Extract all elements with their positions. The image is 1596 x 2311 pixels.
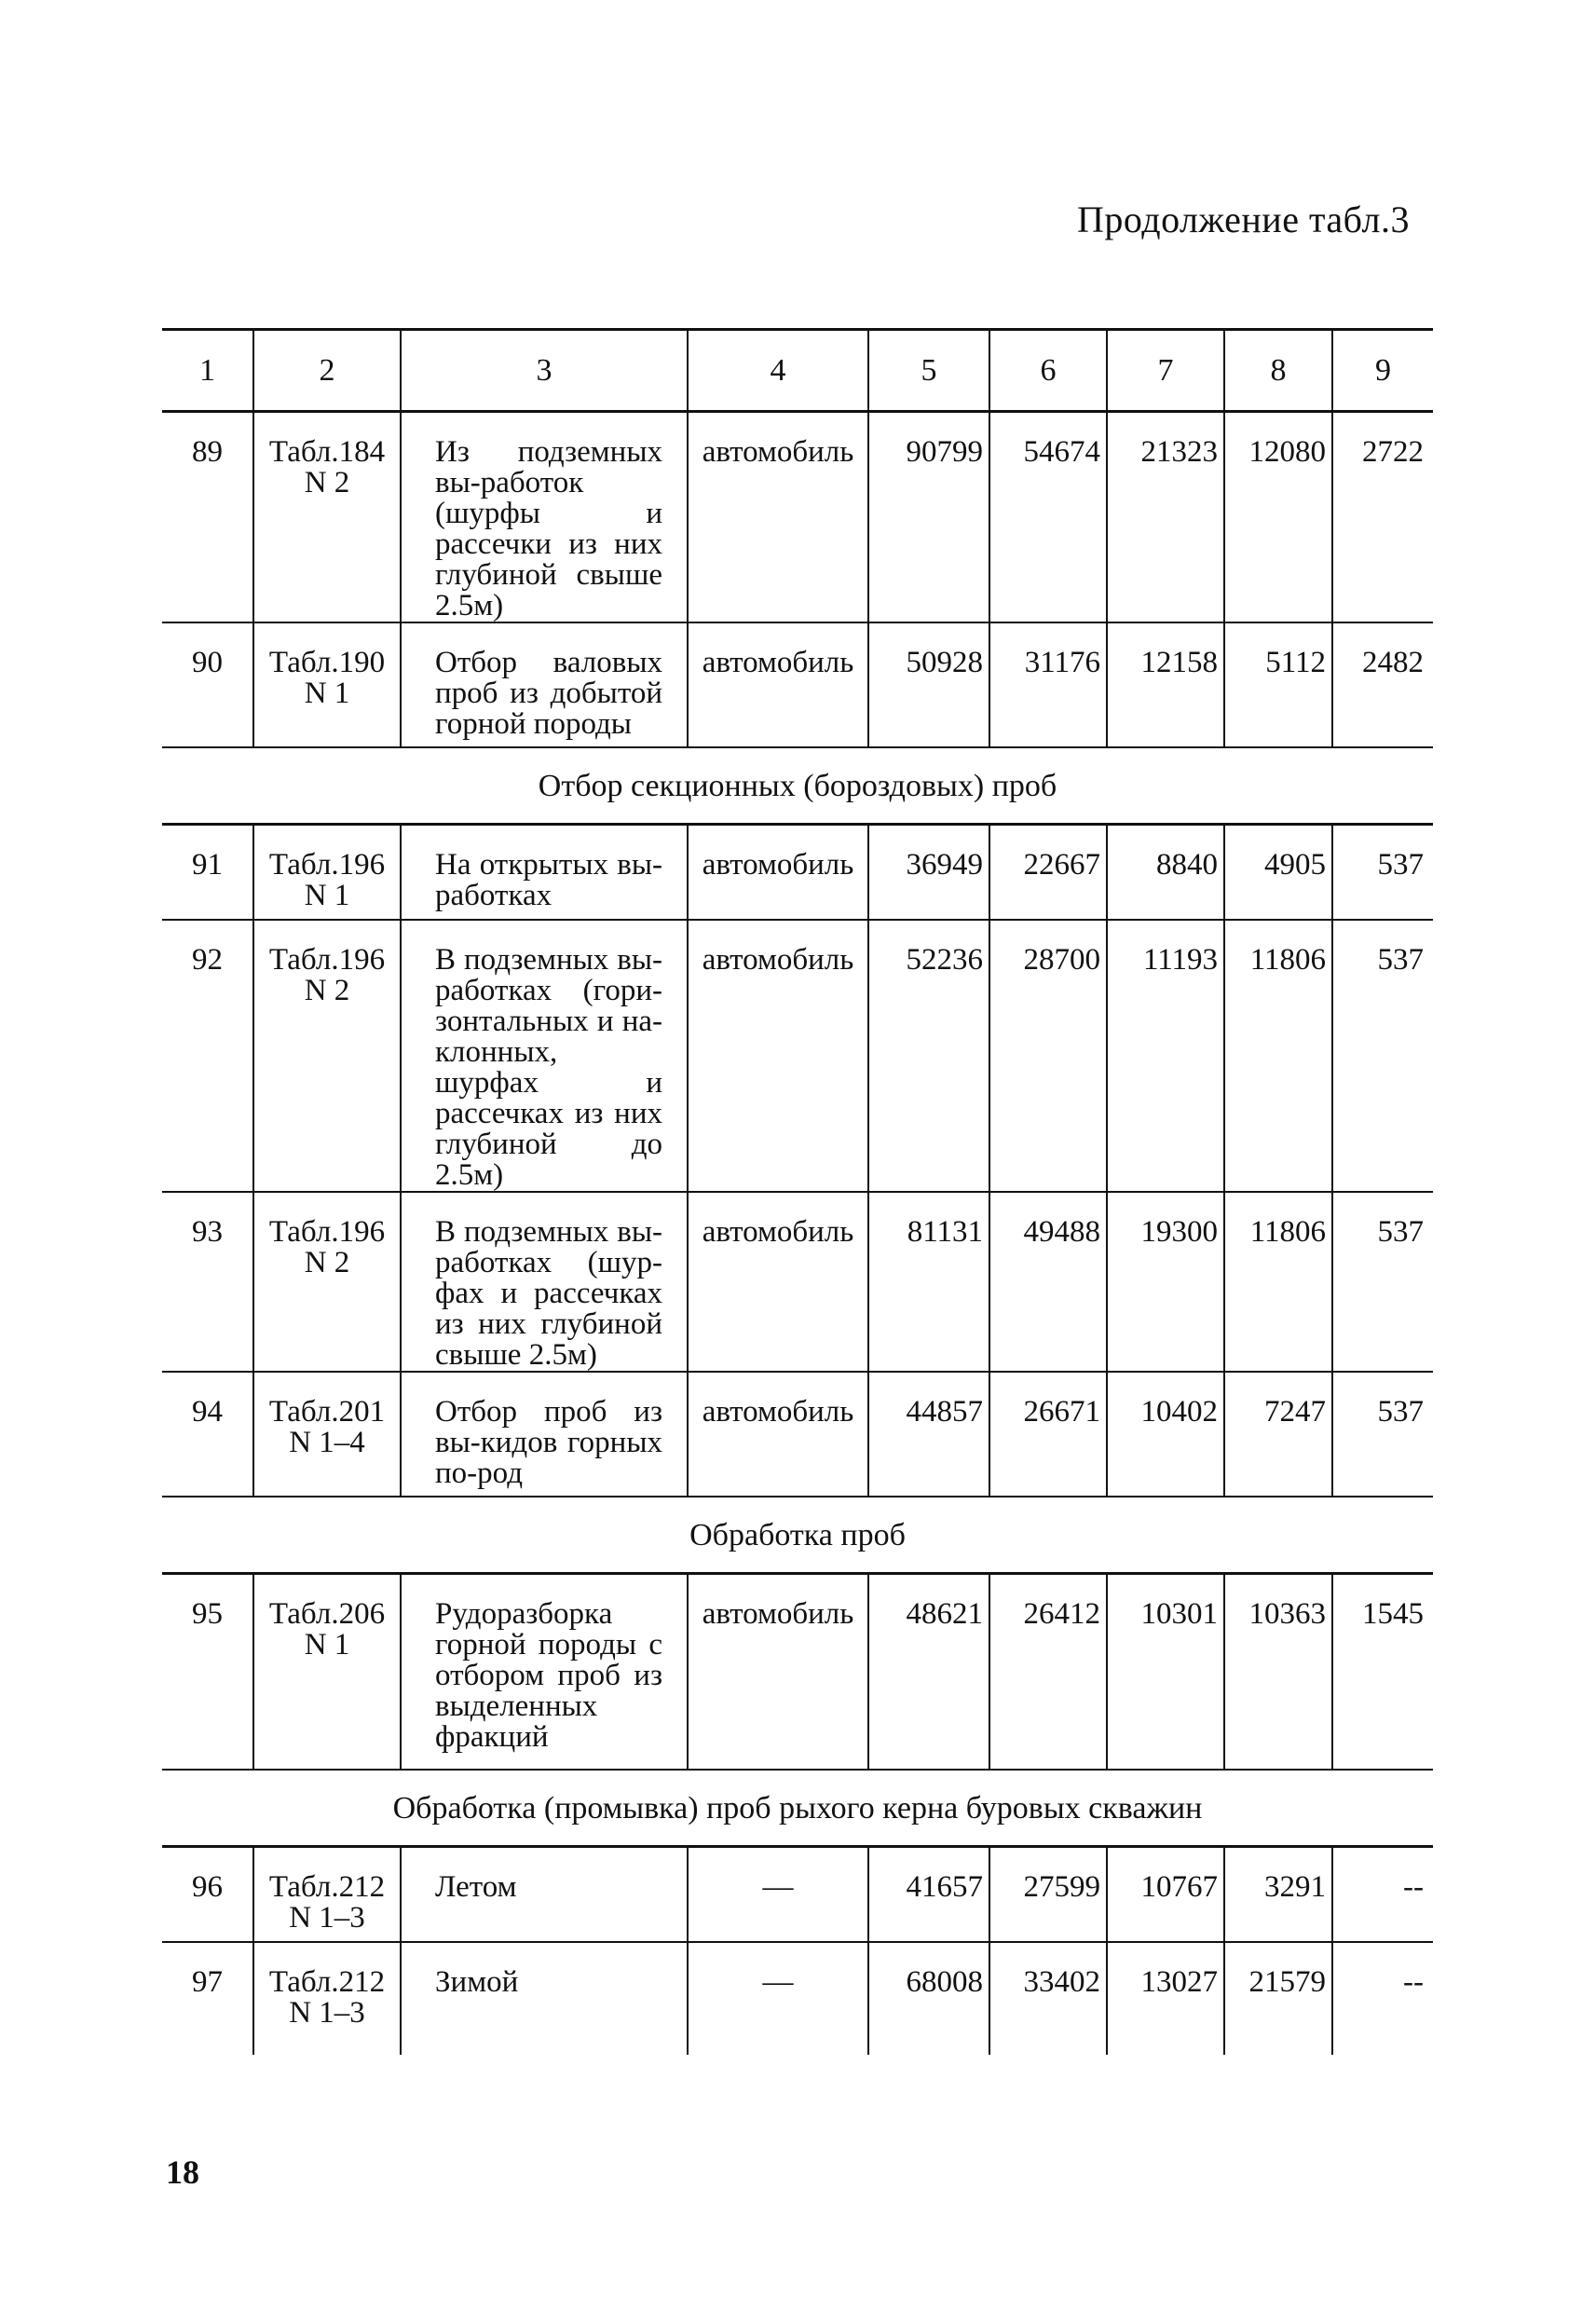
- value-cell-col6: [989, 1372, 1107, 1497]
- section-header-row: [162, 1770, 1433, 1847]
- section-header-row: [162, 747, 1433, 825]
- work-description-cell: [401, 1847, 688, 1943]
- value-cell-col8: [1224, 1847, 1332, 1943]
- value-cell-col9-text: 537: [1377, 943, 1424, 977]
- value-cell-col5: [868, 920, 989, 1192]
- table-reference-line: Табл.212: [268, 1870, 386, 1904]
- value-cell-col5: [868, 825, 989, 921]
- value-cell-col6-text: 49488: [1023, 1215, 1100, 1249]
- table-row: [162, 622, 1433, 747]
- table-reference-cell: [253, 920, 401, 1192]
- work-description-cell: [401, 1574, 688, 1771]
- row-number-cell-text: 93: [192, 1215, 223, 1249]
- table-reference-line: N 2: [304, 1246, 350, 1279]
- value-cell-col8: [1224, 1942, 1332, 2055]
- row-number-cell-text: 96: [192, 1870, 223, 1904]
- table-reference-line: Табл.206: [268, 1597, 386, 1631]
- row-number-cell-text: 97: [192, 1965, 223, 1999]
- page-number: 18: [166, 2154, 199, 2191]
- transport-cell: [688, 1942, 868, 2055]
- transport-cell-text: автомобиль: [702, 1215, 854, 1249]
- row-number-cell-text: 92: [192, 943, 223, 977]
- work-description-cell-text: Отбор проб из вы-кидов горных по-род: [435, 1395, 662, 1490]
- value-cell-col8: [1224, 1574, 1332, 1771]
- value-cell-col6: [989, 1574, 1107, 1771]
- row-number-cell-text: 89: [192, 435, 223, 469]
- value-cell-col8-text: 12080: [1248, 435, 1326, 469]
- section-title: Отбор секционных (бороздовых) проб: [162, 747, 1433, 825]
- value-cell-col6-text: 33402: [1023, 1965, 1100, 1999]
- value-cell-col7: [1107, 412, 1224, 623]
- table-reference-cell: [253, 1574, 401, 1771]
- work-description-cell: [401, 920, 688, 1192]
- value-cell-col9: [1332, 1372, 1433, 1497]
- table-header-row: [162, 330, 1433, 412]
- table-reference-line: N 2: [304, 466, 350, 499]
- section-header-row: [162, 1497, 1433, 1574]
- value-cell-col9-text: --: [1403, 1965, 1424, 1999]
- row-number-cell: [162, 825, 253, 921]
- value-cell-col9-text: 537: [1377, 848, 1424, 882]
- value-cell-col6: [989, 1847, 1107, 1943]
- value-cell-col5-text: 90799: [906, 435, 983, 469]
- table-row: [162, 1847, 1433, 1943]
- transport-cell: [688, 1372, 868, 1497]
- row-number-cell-text: 94: [192, 1395, 223, 1429]
- value-cell-col9-text: 537: [1377, 1215, 1424, 1249]
- table-row: [162, 1372, 1433, 1497]
- transport-cell-text: автомобиль: [702, 646, 854, 679]
- value-cell-col5: [868, 1574, 989, 1771]
- value-cell-col8-text: 7247: [1264, 1395, 1326, 1429]
- table-reference-line: Табл.212: [268, 1965, 386, 1999]
- value-cell-col7: [1107, 622, 1224, 747]
- transport-cell-text: —: [762, 1965, 794, 1999]
- value-cell-col5: [868, 1847, 989, 1943]
- value-cell-col5: [868, 622, 989, 747]
- work-description-cell-text: На открытых вы-работках: [435, 848, 662, 912]
- value-cell-col8-text: 21579: [1248, 1965, 1326, 1999]
- work-description-cell-text: Зимой: [435, 1965, 519, 1999]
- work-description-cell-text: Рудоразборка горной породы с отбором проб из выделенных фракций: [435, 1597, 662, 1754]
- value-cell-col6-text: 28700: [1023, 943, 1100, 977]
- value-cell-col9: [1332, 622, 1433, 747]
- value-cell-col5: [868, 1942, 989, 2055]
- value-cell-col8: [1224, 622, 1332, 747]
- work-description-cell-text: Летом: [435, 1870, 517, 1904]
- value-cell-col7-text: 10767: [1140, 1870, 1218, 1904]
- value-cell-col7-text: 12158: [1140, 646, 1218, 679]
- value-cell-col8-text: 3291: [1264, 1870, 1326, 1904]
- value-cell-col6: [989, 412, 1107, 623]
- work-description-cell-text: В подземных вы-работках (гори-зонтальных и на-клонных, шурфах и рассечках из них глубиной до 2.5м): [435, 943, 662, 1192]
- value-cell-col9: [1332, 1942, 1433, 2055]
- table-row: [162, 1942, 1433, 2055]
- table-reference-line: Табл.184: [268, 435, 386, 469]
- table-row: [162, 1192, 1433, 1372]
- value-cell-col7: [1107, 1942, 1224, 2055]
- table-caption: Продолжение табл.3: [1077, 198, 1410, 240]
- value-cell-col5-text: 44857: [906, 1395, 983, 1429]
- value-cell-col9-text: 537: [1377, 1395, 1424, 1429]
- value-cell-col8: [1224, 1372, 1332, 1497]
- value-cell-col5-text: 81131: [907, 1215, 983, 1249]
- row-number-cell-text: 95: [192, 1597, 223, 1631]
- value-cell-col8-text: 11806: [1249, 943, 1326, 977]
- value-cell-col9: [1332, 1192, 1433, 1372]
- value-cell-col8: [1224, 825, 1332, 921]
- table-reference-cell: [253, 1192, 401, 1372]
- header-cell: 4: [688, 330, 868, 412]
- row-number-cell: [162, 920, 253, 1192]
- transport-cell-text: автомобиль: [702, 435, 854, 469]
- table-reference-line: Табл.196: [268, 848, 386, 882]
- value-cell-col5: [868, 412, 989, 623]
- table-reference-line: N 1: [304, 879, 350, 912]
- value-cell-col7: [1107, 1372, 1224, 1497]
- value-cell-col5-text: 41657: [906, 1870, 983, 1904]
- table-reference-cell: [253, 622, 401, 747]
- value-cell-col6-text: 26412: [1023, 1597, 1100, 1631]
- rates-table: [162, 328, 1433, 2055]
- transport-cell-text: автомобиль: [702, 1597, 854, 1631]
- table-reference-line: N 1: [304, 677, 350, 710]
- row-number-cell: [162, 1847, 253, 1943]
- table-reference-line: Табл.201: [268, 1395, 386, 1429]
- value-cell-col6: [989, 920, 1107, 1192]
- value-cell-col9-text: 1545: [1362, 1597, 1424, 1631]
- value-cell-col6: [989, 825, 1107, 921]
- value-cell-col7-text: 11193: [1142, 943, 1218, 977]
- value-cell-col5-text: 36949: [906, 848, 983, 882]
- value-cell-col6: [989, 1192, 1107, 1372]
- value-cell-col6-text: 54674: [1023, 435, 1100, 469]
- work-description-cell: [401, 1942, 688, 2055]
- work-description-cell: [401, 825, 688, 921]
- work-description-cell: [401, 622, 688, 747]
- value-cell-col5-text: 68008: [906, 1965, 983, 1999]
- table-reference-cell: [253, 825, 401, 921]
- value-cell-col9-text: 2722: [1362, 435, 1424, 469]
- value-cell-col7-text: 10402: [1140, 1395, 1218, 1429]
- transport-cell: [688, 1847, 868, 1943]
- value-cell-col8: [1224, 412, 1332, 623]
- value-cell-col9: [1332, 412, 1433, 623]
- value-cell-col8-text: 4905: [1264, 848, 1326, 882]
- value-cell-col9-text: --: [1403, 1870, 1424, 1904]
- row-number-cell: [162, 1942, 253, 2055]
- table-reference-line: Табл.190: [268, 646, 386, 679]
- value-cell-col9: [1332, 1574, 1433, 1771]
- value-cell-col8: [1224, 1192, 1332, 1372]
- row-number-cell: [162, 622, 253, 747]
- value-cell-col7-text: 13027: [1140, 1965, 1218, 1999]
- transport-cell: [688, 920, 868, 1192]
- table-reference-cell: [253, 1372, 401, 1497]
- transport-cell-text: —: [762, 1870, 794, 1904]
- transport-cell-text: автомобиль: [702, 1395, 854, 1429]
- table-reference-cell: [253, 1942, 401, 2055]
- row-number-cell: [162, 1192, 253, 1372]
- transport-cell: [688, 412, 868, 623]
- value-cell-col5-text: 50928: [906, 646, 983, 679]
- value-cell-col8-text: 10363: [1248, 1597, 1326, 1631]
- value-cell-col5: [868, 1192, 989, 1372]
- row-number-cell-text: 90: [192, 646, 223, 679]
- value-cell-col7-text: 19300: [1140, 1215, 1218, 1249]
- value-cell-col6-text: 27599: [1023, 1870, 1100, 1904]
- header-cell: 6: [989, 330, 1107, 412]
- table-reference-line: N 1–3: [289, 1996, 365, 2030]
- value-cell-col6-text: 26671: [1023, 1395, 1100, 1429]
- header-cell: 5: [868, 330, 989, 412]
- table-body: [162, 330, 1433, 2056]
- section-title: Обработка проб: [162, 1497, 1433, 1574]
- table-row: [162, 1574, 1433, 1771]
- header-cell: 1: [162, 330, 253, 412]
- row-number-cell: [162, 1574, 253, 1771]
- transport-cell: [688, 1192, 868, 1372]
- work-description-cell: [401, 1372, 688, 1497]
- value-cell-col7: [1107, 1574, 1224, 1771]
- table-row: [162, 825, 1433, 921]
- table-reference-line: Табл.196: [268, 1215, 386, 1249]
- header-cell: 9: [1332, 330, 1433, 412]
- table-reference-cell: [253, 412, 401, 623]
- transport-cell: [688, 1574, 868, 1771]
- row-number-cell: [162, 412, 253, 623]
- table-reference-line: Табл.196: [268, 943, 386, 977]
- table-reference-line: N 1: [304, 1628, 350, 1661]
- work-description-cell: [401, 412, 688, 623]
- table-reference-line: N 2: [304, 974, 350, 1007]
- value-cell-col5: [868, 1372, 989, 1497]
- row-number-cell-text: 91: [192, 848, 223, 882]
- transport-cell-text: автомобиль: [702, 848, 854, 882]
- value-cell-col8-text: 11806: [1249, 1215, 1326, 1249]
- value-cell-col7: [1107, 920, 1224, 1192]
- value-cell-col7: [1107, 825, 1224, 921]
- table-reference-cell: [253, 1847, 401, 1943]
- transport-cell: [688, 825, 868, 921]
- value-cell-col9: [1332, 920, 1433, 1192]
- section-title: Обработка (промывка) проб рыхого керна буровых скважин: [162, 1770, 1433, 1847]
- header-cell: 8: [1224, 330, 1332, 412]
- table-reference-line: N 1–4: [289, 1426, 365, 1459]
- transport-cell: [688, 622, 868, 747]
- value-cell-col9-text: 2482: [1362, 646, 1424, 679]
- value-cell-col7-text: 21323: [1140, 435, 1218, 469]
- value-cell-col6-text: 31176: [1024, 646, 1100, 679]
- table-row: [162, 412, 1433, 623]
- value-cell-col9: [1332, 825, 1433, 921]
- transport-cell-text: автомобиль: [702, 943, 854, 977]
- value-cell-col8-text: 5112: [1265, 646, 1326, 679]
- work-description-cell-text: Из подземных вы-работок (шурфы и рассечки из них глубиной свыше 2.5м): [435, 435, 662, 622]
- table-reference-line: N 1–3: [289, 1901, 365, 1935]
- value-cell-col5-text: 48621: [906, 1597, 983, 1631]
- row-number-cell: [162, 1372, 253, 1497]
- value-cell-col6: [989, 1942, 1107, 2055]
- value-cell-col6-text: 22667: [1023, 848, 1100, 882]
- value-cell-col6: [989, 622, 1107, 747]
- value-cell-col7-text: 8840: [1156, 848, 1218, 882]
- value-cell-col9: [1332, 1847, 1433, 1943]
- value-cell-col7: [1107, 1192, 1224, 1372]
- value-cell-col5-text: 52236: [906, 943, 983, 977]
- header-cell: 2: [253, 330, 401, 412]
- table-row: [162, 920, 1433, 1192]
- work-description-cell-text: Отбор валовых проб из добытой горной породы: [435, 646, 662, 741]
- value-cell-col7-text: 10301: [1140, 1597, 1218, 1631]
- work-description-cell-text: В подземных вы-работках (шур-фах и рассечках из них глубиной свыше 2.5м): [435, 1215, 662, 1372]
- header-cell: 7: [1107, 330, 1224, 412]
- value-cell-col7: [1107, 1847, 1224, 1943]
- work-description-cell: [401, 1192, 688, 1372]
- value-cell-col8: [1224, 920, 1332, 1192]
- header-cell: 3: [401, 330, 688, 412]
